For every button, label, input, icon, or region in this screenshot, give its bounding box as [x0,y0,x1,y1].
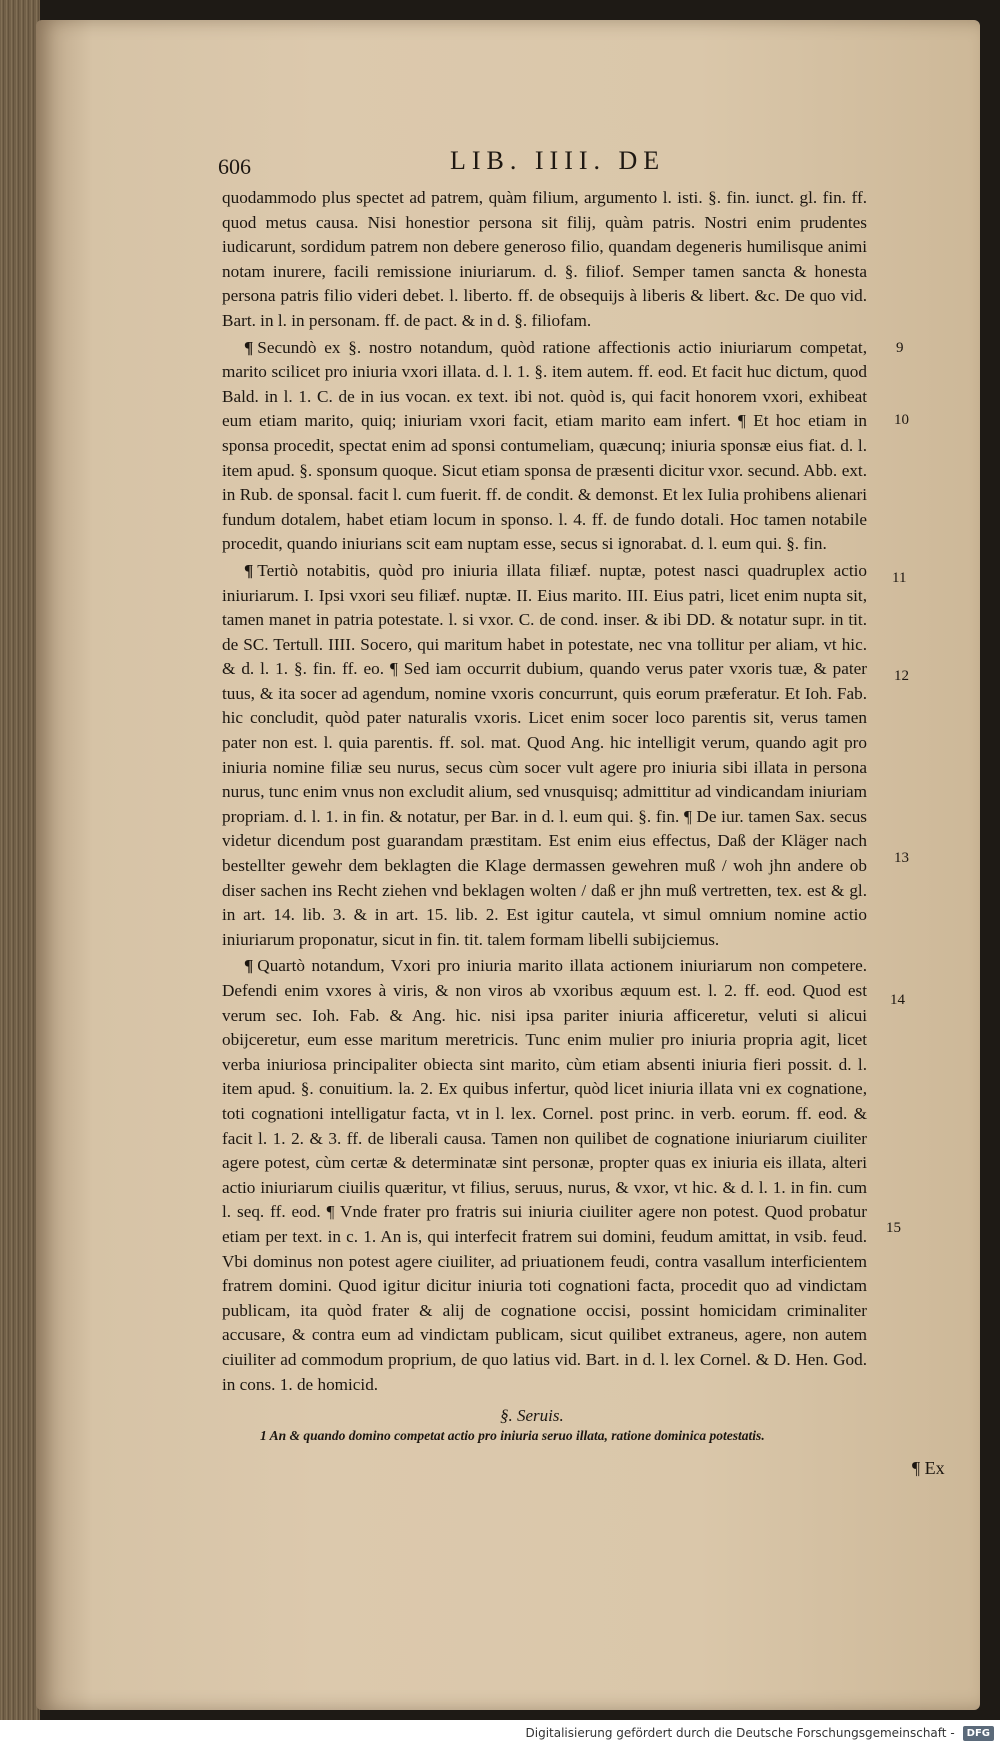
paragraph-3-text: Tertiò notabitis, quòd pro iniuria illata filiæf. nuptæ, potest nasci quadruplex actio iniuriarum. I. Ipsi vxori seu filiæf. nuptæ. II. Eius marito. III. Eius patri, licet enim nupta sit, tamen manet in patria potestate. l. si vxor. C. de cond. inser. & ibi DD. & notatur supr. in tit. de SC. Tertull. IIII. Socero, qui maritum habet in potestate, nec vna tollitur per aliam, vt hic. & d. l. 1. §. fin. ff. eo. ¶ Sed iam occurrit dubium, quando verus pater vxoris tuæ, & pater tuus, & ita socer ad agendum, nomine vxoris concurrunt, quis eorum præferatur. Et Ioh. Fab. hic concludit, quòd pater naturalis vxoris. Licet enim socer loco parentis sit, verus tamen pater non est. l. quia parentis. ff. sol. mat. Quod Ang. hic intelligit verum, quando agit pro iniuria nomine filiæ seu nurus, secus cùm socer vult agere pro iniuria sibi illata in persona nurus, tunc enim vnus non excludit alium, sed vnusquisq; admittitur ad vindicandam iniuriam propriam. d. l. 1. in fin. & notatur, per Bar. in d. l. eum qui. §. fin. ¶ De iur. tamen Sax. secus videtur dicendum post guarandam præstitam. Est enim eius effectus, Daß der Kläger nach bestellter gewehr dem beklagten die Klage dermassen gewehren muß / woh jhn andere ob diser sachen ins Recht ziehen vnd beklagen wolten / daß er jhn muß vertretten, tex. est & gl. in art. 14. lib. 3. & in art. 15. lib. 2. Est igitur cautela, vt simul omnium nomine actio iniuriarum proponatur, sicut in fin. tit. talem formam libelli subijciemus. [222,560,867,949]
margin-number-13: 13 [894,850,909,866]
paragraph-3 [222,559,867,953]
main-text [222,186,867,1397]
footer-text: Digitalisierung gefördert durch die Deutsche Forschungsgemeinschaft - [525,1726,955,1740]
paragraph-2 [222,336,867,557]
pilcrow-mark: ¶ [244,956,254,976]
paragraph-2-text: Secundò ex §. nostro notandum, quòd ratione affectionis actio iniuriarum competat, marito scilicet pro iniuria vxori illata. d. l. 1. §. item autem. ff. eod. Et facit huc dictum, quod Bald. in l. 1. C. de in ius vocan. ex text. ibi not. quòd is, qui facit honorem vxori, exhibeat eum etiam marito, quiq; iniuriam vxori facit, etiam marito eam infert. ¶ Et hoc etiam in sponsa procedit, spectat enim ad sponsi contumeliam, quæcunq; iniuria sponsæ eius fiat. d. l. item apud. §. sponsum quoque. Sicut etiam sponsa de præsenti dicitur vxor. secund. Abb. ext. in Rub. de sponsal. facit l. cum fuerit. ff. de condit. & demonst. Et lex Iulia prohibens alienari fundum dotalem, habet etiam locum in sponso. l. 4. ff. de fundo dotali. Hoc tamen notabile procedit, quando iniurians scit eam nuptam esse, secus si ignorabat. d. l. eum qui. §. fin. [222,337,867,554]
paragraph-4 [222,954,867,1397]
margin-number-15: 15 [886,1220,901,1236]
summary-note: 1 An & quando domino competat actio pro iniuria seruo illata, ratione dominica potestatis. [260,1428,765,1443]
page-number: 606 [218,154,251,179]
margin-number-9: 9 [896,340,904,356]
margin-number-12: 12 [894,668,909,684]
running-title: LIB. IIII. DE [450,146,666,175]
paragraph-1: quodammodo plus spectet ad patrem, quàm filium, argumento l. isti. §. fin. iunct. gl. fin. ff. quod metus causa. Nisi honestior persona sit filij, quàm patris. Nostri enim prudentes iudicarunt, sordidum patrem non debere generoso filio, quandam degeneris humilisque animi notam inurere, facili remissione iniuriarum. d. §. filiof. Semper tamen sancta & honesta persona patris filio videri debet. l. liberto. ff. de obsequijs à liberis & libert. &c. De quo vid. Bart. in l. in personam. ff. de pact. & in d. §. filiofam. [222,188,867,330]
margin-number-14: 14 [890,992,905,1008]
margin-number-10: 10 [894,412,909,428]
margin-number-11: 11 [892,570,907,586]
paragraph-4-text: Quartò notandum, Vxori pro iniuria marito illata actionem iniuriarum non competere. Defendi enim vxores à viris, & non viros ab vxoribus æquum est. l. 2. ff. eod. Quod est verum sec. Ioh. Fab. & Ang. hic. nisi ipsa pariter iniuria afficeretur, veluti si alicui obijceretur, eum esse maritum meretricis. Tunc enim mulier pro iniuria propria agit, licet verba iniuriosa principaliter obiecta sint marito, cùm etiam absenti iniuria fieri possit. d. l. item apud. §. conuitium. la. 2. Ex quibus infertur, quòd licet iniuria illata vni ex cognatione, toti cognationi intelligatur facta, vt in l. lex. Cornel. post princ. in verb. eorum. ff. eod. & facit l. 1. 2. & 3. ff. de liberali causa. Tamen non quilibet de cognatione iniuriarum ciuiliter agere potest, cùm certæ & determinatæ sint personæ, propter quas ex iniuria eis illata, alteri actio iniuriarum ciuilis quæritur, vt filius, seruus, nurus, & vxor, vt hic. & d. l. 1. in fin. cum l. seq. ff. eod. ¶ Vnde frater pro fratris sui iniuria ciuiliter agere non potest. Quod probatur etiam per text. in c. 1. An is, qui interfecit fratrem sui domini, feudum amittat, in vsib. feud. Vbi dominus non potest agere ciuiliter, ad priuationem feudi, contra vasallum interficientem fratrem domini. Quod igitur dicitur iniuria toti cognationi facta, procedit quo ad vindictam publicam, ita quòd frater & alij de cognatione occisi, possint homicidam criminaliter accusare, & contra eum ad vindictam publicam, sicut quilibet extraneus, agere, non autem ciuiliter ad commodum proprium, de quo latius vid. Bart. in d. l. lex Cornel. & D. Hen. God. in cons. 1. de homicid. [222,956,867,1394]
catchword: ¶ Ex [912,1458,945,1478]
pilcrow-mark: ¶ [244,337,254,357]
book-page-edges [0,0,40,1720]
digitization-footer [0,1720,1000,1746]
section-heading: §. Seruis. [500,1406,564,1425]
dfg-logo-icon: DFG [963,1726,994,1741]
pilcrow-mark: ¶ [244,560,254,580]
